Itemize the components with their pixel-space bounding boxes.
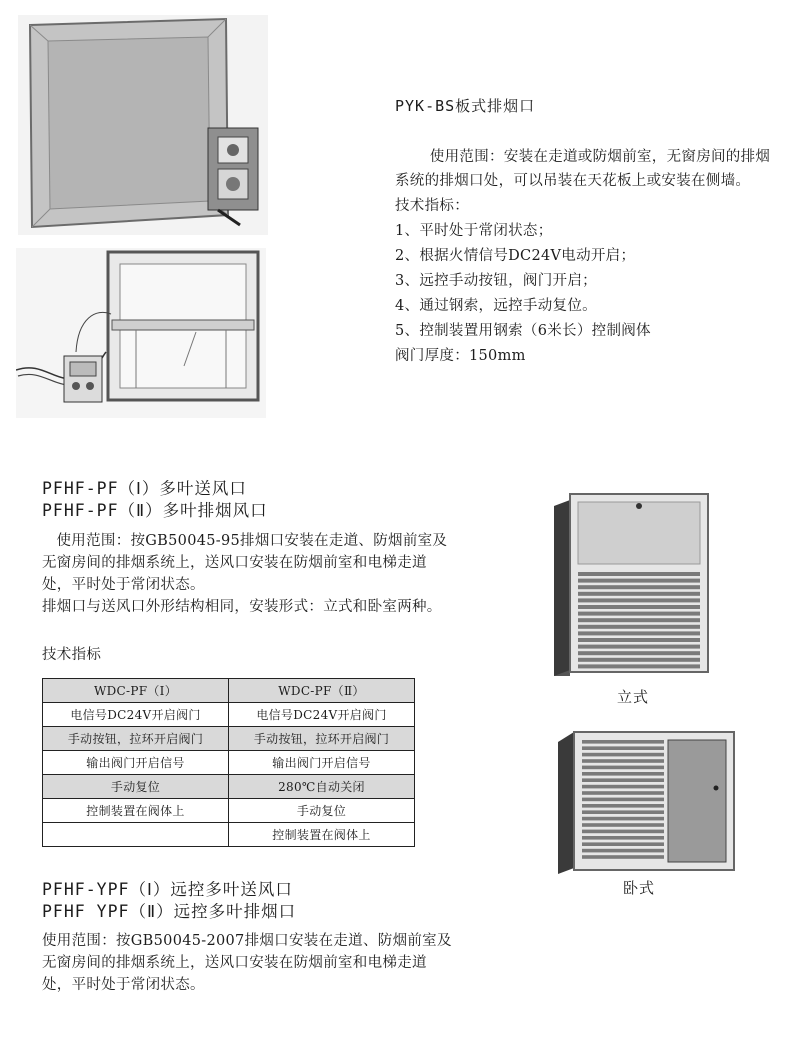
vertical-vent-photo: [552, 490, 712, 680]
section-pfhf-pf-note: 排烟口与送风口外形结构相同，安装形式：立式和卧室两种。: [42, 599, 442, 615]
caption-horizontal: 卧式: [623, 879, 656, 897]
table-cell: 手动按钮，拉环开启阀门: [43, 727, 229, 751]
table-row: [43, 751, 415, 775]
valve-thickness: 阀门厚度：150mm: [395, 348, 526, 364]
section-pfhf-ypf-usage: 使用范围：按GB50045-2007排烟口安装在走道、防烟前室及无窗房间的排烟系统上，送风口安装在防烟前室和电梯走道处，平时处于常闭状态。: [42, 933, 452, 993]
section-pfhf-ypf-title-1: PFHF-YPF（Ⅰ）远控多叶送风口: [42, 880, 293, 899]
table-cell: 手动按钮，拉环开启阀门: [229, 727, 415, 751]
table-cell: 控制装置在阀体上: [229, 823, 415, 847]
section-pfhf-ypf-title-2: PFHF YPF（Ⅱ）远控多叶排烟口: [42, 902, 297, 921]
table-row: [43, 727, 415, 751]
section-pyk-bs: [395, 95, 775, 369]
table-cell: 输出阀门开启信号: [229, 751, 415, 775]
spec-item: 2、根据火情信号DC24V电动开启；: [395, 248, 636, 264]
section-pyk-bs-usage: 使用范围：安装在走道或防烟前室，无窗房间的排烟系统的排烟口处，可以吊装在天花板上或安装在侧墙。: [395, 149, 771, 189]
table-header-cell: WDC-PF（Ⅱ）: [229, 679, 415, 703]
section-pfhf-pf: [42, 478, 452, 847]
spec-item: 1、平时处于常闭状态；: [395, 223, 553, 239]
louver-blades: [578, 572, 700, 668]
section-pfhf-pf-spec-title: 技术指标: [42, 647, 102, 663]
section-pyk-bs-spec-title: 技术指标：: [395, 198, 469, 214]
section-pfhf-pf-usage: 使用范围：按GB50045-95排烟口安装在走道、防烟前室及无窗房间的排烟系统上，送风口安装在防烟前室和电梯走道处，平时处于常闭状态。: [42, 533, 448, 593]
frame-damper-photo: [16, 248, 266, 418]
section-pyk-bs-title: PYK-BS板式排烟口: [395, 97, 536, 115]
table-row: [43, 775, 415, 799]
spec-table: [42, 678, 415, 847]
horizontal-vent-photo: [556, 728, 738, 878]
section-pfhf-pf-title-1: PFHF-PF（Ⅰ）多叶送风口: [42, 479, 247, 498]
caption-vertical: 立式: [617, 688, 650, 706]
spec-item: 5、控制装置用钢索（6米长）控制阀体: [395, 323, 651, 339]
plate-damper-photo: [18, 15, 268, 235]
table-cell: [43, 823, 229, 847]
section-pfhf-pf-title-2: PFHF-PF（Ⅱ）多叶排烟风口: [42, 501, 268, 520]
table-cell: 280℃自动关闭: [229, 775, 415, 799]
table-cell: 手动复位: [229, 799, 415, 823]
table-cell: 输出阀门开启信号: [43, 751, 229, 775]
table-cell: 控制装置在阀体上: [43, 799, 229, 823]
section-pfhf-ypf: [42, 879, 452, 996]
spec-item: 4、通过钢索，远控手动复位。: [395, 298, 597, 314]
table-header-cell: WDC-PF（Ⅰ）: [43, 679, 229, 703]
spec-item: 3、远控手动按钮，阀门开启；: [395, 273, 597, 289]
table-row: [43, 823, 415, 847]
table-row: [43, 799, 415, 823]
table-row: [43, 703, 415, 727]
table-cell: 电信号DC24V开启阀门: [229, 703, 415, 727]
table-cell: 手动复位: [43, 775, 229, 799]
table-cell: 电信号DC24V开启阀门: [43, 703, 229, 727]
table-header-row: [43, 679, 415, 703]
